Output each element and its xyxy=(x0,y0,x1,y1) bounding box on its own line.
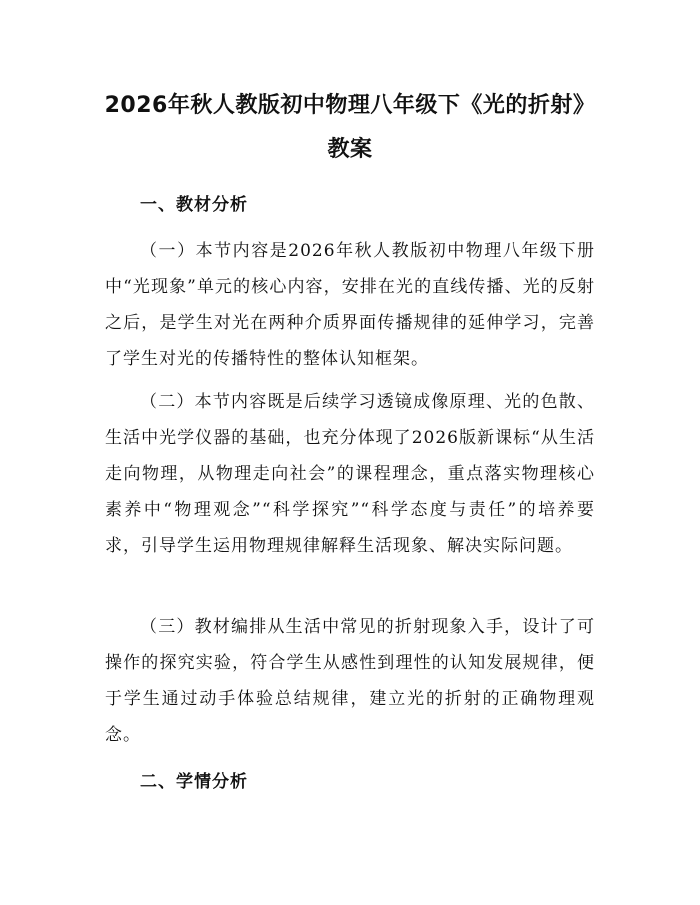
paragraph-textbook-analysis-3: （三）教材编排从生活中常见的折射现象入手，设计了可操作的探究实验，符合学生从感性到理性的认知发展规律，便于学生通过动手体验总结规律，建立光的折射的正确物理观念。 xyxy=(105,617,595,745)
document-title: 2026年秋人教版初中物理八年级下《光的折射》教案 xyxy=(104,93,596,162)
section-heading-learner-analysis: 二、学情分析 xyxy=(140,772,248,792)
paragraph-textbook-analysis-1: （一）本节内容是2026年秋人教版初中物理八年级下册中“光现象”单元的核心内容，安排在光的直线传播、光的反射之后，是学生对光在两种介质界面传播规律的延伸学习，完善了学生对光的传播特性的整体认知框架。 xyxy=(105,241,595,369)
section-heading-textbook-analysis: 一、教材分析 xyxy=(140,195,248,215)
paragraph-textbook-analysis-2: （二）本节内容既是后续学习透镜成像原理、光的色散、生活中光学仪器的基础，也充分体现了2026版新课标“从生活走向物理，从物理走向社会”的课程理念，重点落实物理核心素养中“物理观念”“科学探究”“科学态度与责任”的培养要求，引导学生运用物理规律解释生活现象、解决实际问题。 xyxy=(105,392,595,556)
